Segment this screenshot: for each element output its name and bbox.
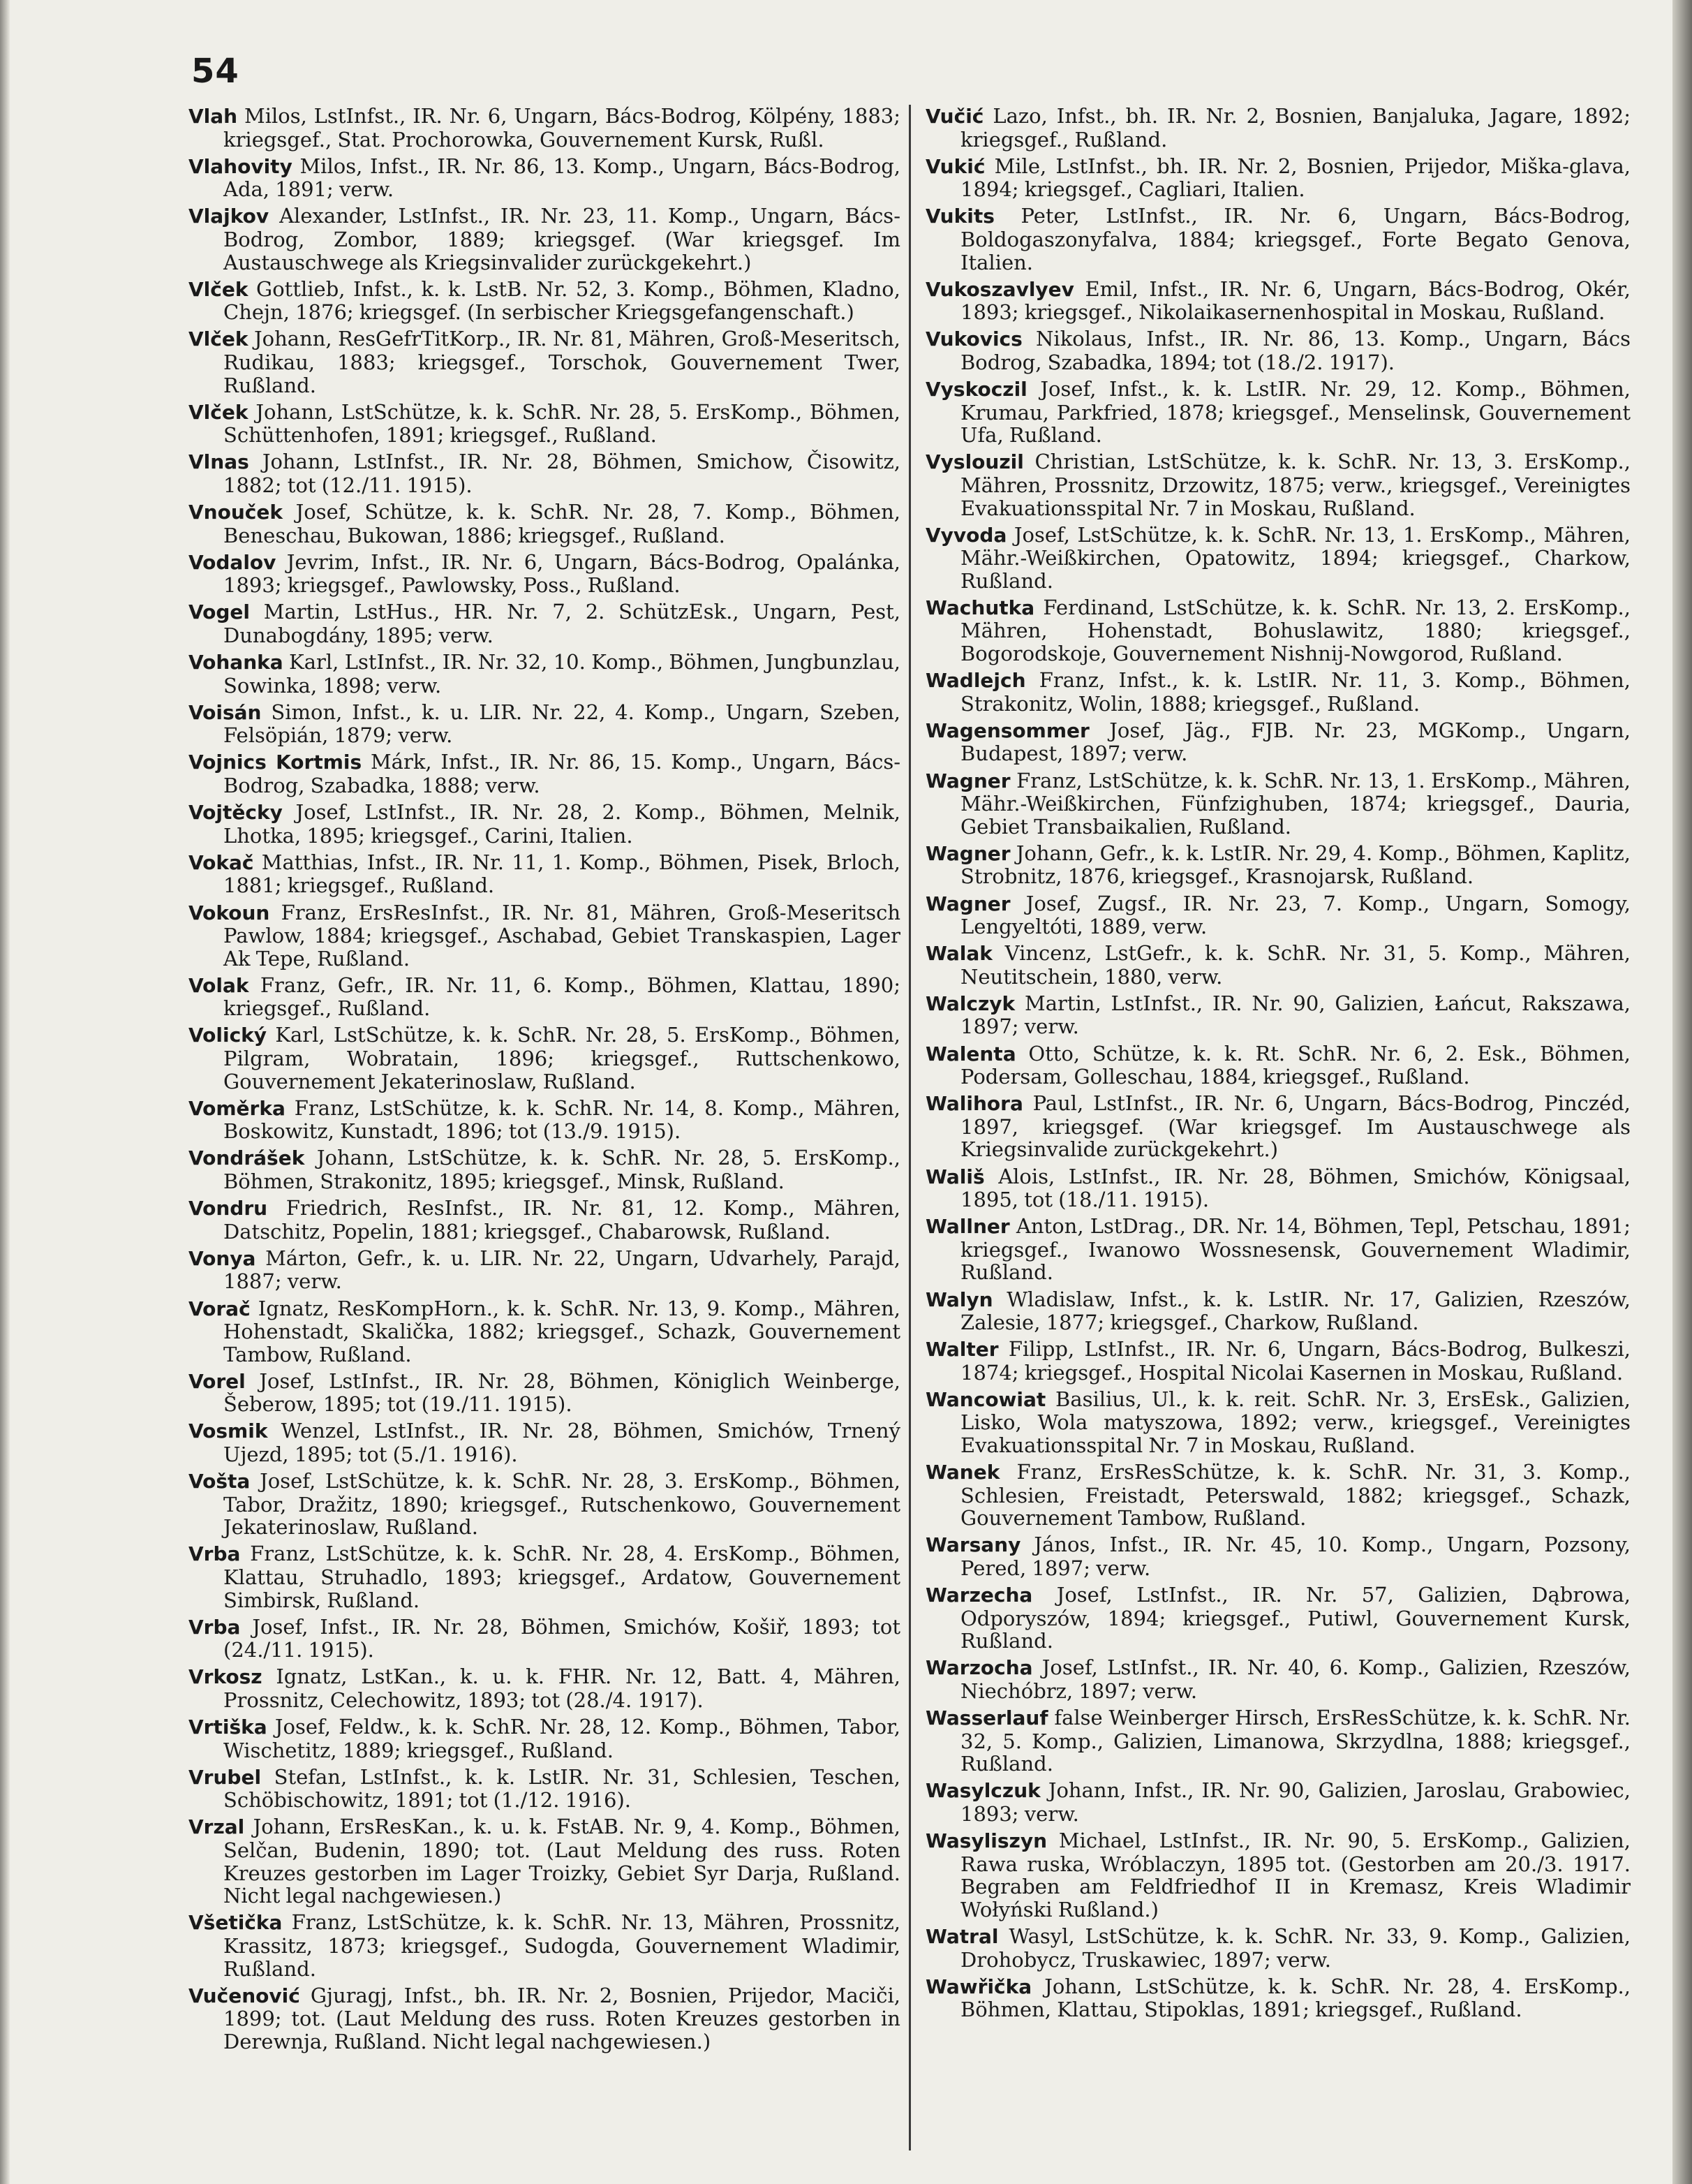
entry-details: Lazo, Infst., bh. IR. Nr. 2, Bosnien, Banjaluka, Jagare, 1892; kriegsgef., Rußland. xyxy=(960,105,1631,152)
entry-surname: Voisán xyxy=(188,700,262,724)
entry-details: Mile, LstInfst., bh. IR. Nr. 2, Bosnien, Prijedor, Miška-glava, 1894; kriegsgef., Cagliari, Italien. xyxy=(960,154,1631,202)
entry-surname: Volický xyxy=(188,1024,267,1047)
casualty-entry xyxy=(926,596,1631,665)
entry-details: Johann, ErsResKan., k. u. k. FstAB. Nr. 9, 4. Komp., Böhmen, Selčan, Budenin, 1890; tot. (Laut Meldung des russ. Roten Kreuzes gestorben im Lager Troizky, Gebiet Syr Darja, Rußland. Nicht legal nachgewiesen.) xyxy=(223,1815,900,1908)
entry-surname: Vlah xyxy=(188,105,238,128)
entry-surname: Voměrka xyxy=(188,1096,285,1120)
entry-surname: Wasylczuk xyxy=(926,1779,1041,1803)
entry-details: Christian, LstSchütze, k. k. SchR. Nr. 13, 3. ErsKomp., Mähren, Prossnitz, Drzowitz, 1875; verw., kriegsgef., Vereinigtes Evakuationsspital Nr. 7 in Moskau, Rußland. xyxy=(960,450,1631,520)
page-number: 54 xyxy=(191,52,239,91)
casualty-entry xyxy=(926,1288,1631,1334)
entry-surname: Vrba xyxy=(188,1542,241,1566)
page-edge-left xyxy=(0,0,10,2184)
entry-details: Ignatz, LstKan., k. u. k. FHR. Nr. 12, Batt. 4, Mähren, Prossnitz, Celechowitz, 1893; tot (28./4. 1917). xyxy=(223,1665,900,1712)
casualty-entry xyxy=(188,1297,900,1366)
entry-details: Basilius, Ul., k. k. reit. SchR. Nr. 3, ErsEsk., Galizien, Lisko, Wola matyszowa, 1892; verw., kriegsgef., Vereinigtes Evakuationsspital Nr. 7 in Moskau, Rußland. xyxy=(960,1387,1631,1458)
casualty-entry xyxy=(188,501,900,547)
entry-details: Martin, LstInfst., IR. Nr. 90, Galizien, Łańcut, Rakszawa, 1897; verw. xyxy=(960,991,1631,1039)
casualty-entry xyxy=(926,327,1631,374)
casualty-entry xyxy=(926,1779,1631,1825)
entry-details: Otto, Schütze, k. k. Rt. SchR. Nr. 6, 2. Esk., Böhmen, Podersam, Golleschau, 1884, kriegsgef., Rußland. xyxy=(960,1041,1631,1089)
casualty-entry xyxy=(926,992,1631,1038)
entry-surname: Wasyliszyn xyxy=(926,1829,1048,1853)
entry-details: Josef, LstSchütze, k. k. SchR. Nr. 28, 3. ErsKomp., Böhmen, Tabor, Dražitz, 1890; kriegsgef., Rutschenkowo, Gouvernement Jekaterinoslaw, Rußland. xyxy=(223,1469,900,1540)
entry-details: Jevrim, Infst., IR. Nr. 6, Ungarn, Bács-Bodrog, Opalánka, 1893; kriegsgef., Pawlowsky, Poss., Rußland. xyxy=(223,549,900,598)
entry-details: Anton, LstDrag., DR. Nr. 14, Böhmen, Tepl, Petschau, 1891; kriegsgef., Iwanowo Wossnesensk, Gouvernement Wladimir, Rußland. xyxy=(960,1214,1631,1285)
entry-details: Stefan, LstInfst., k. k. LstIR. Nr. 31, Schlesien, Teschen, Schöbischowitz, 1891; tot (1./12. 1916). xyxy=(223,1764,900,1813)
casualty-entry xyxy=(926,1656,1631,1702)
entry-surname: Walihora xyxy=(926,1092,1023,1116)
casualty-entry xyxy=(188,1815,900,1907)
entry-surname: Wagner xyxy=(926,841,1011,865)
entry-surname: Vokač xyxy=(188,850,254,874)
casualty-entry xyxy=(188,1370,900,1416)
entry-surname: Wagensommer xyxy=(926,718,1090,742)
entry-surname: Wagner xyxy=(926,769,1011,792)
casualty-entry xyxy=(926,278,1631,324)
casualty-entry xyxy=(188,450,900,496)
entry-surname: Vondrášek xyxy=(188,1146,305,1170)
entry-details: false Weinberger Hirsch, ErsResSchütze, k. k. SchR. Nr. 32, 5. Komp., Galizien, Limanowa, Skrzydlna, 1888; kriegsgef., Rußland. xyxy=(960,1706,1631,1776)
entry-surname: Walter xyxy=(926,1338,999,1362)
casualty-entry xyxy=(188,1024,900,1093)
entry-surname: Vrba xyxy=(188,1615,241,1639)
entry-surname: Vlček xyxy=(188,277,248,301)
entry-details: Milos, LstInfst., IR. Nr. 6, Ungarn, Bács-Bodrog, Kölpény, 1883; kriegsgef., Stat. Prochorowka, Gouvernement Kursk, Rußl. xyxy=(223,105,900,152)
casualty-entry xyxy=(926,769,1631,839)
entry-surname: Wališ xyxy=(926,1165,985,1188)
casualty-entry xyxy=(188,1665,900,1711)
casualty-entry xyxy=(926,1975,1631,2021)
entry-surname: Vrzal xyxy=(188,1815,245,1839)
casualty-entry xyxy=(188,155,900,201)
casualty-entry xyxy=(188,1911,900,1980)
entry-details: Simon, Infst., k. u. LIR. Nr. 22, 4. Komp., Ungarn, Szeben, Felsöpián, 1879; verw. xyxy=(223,700,900,748)
entry-details: Josef, Infst., IR. Nr. 28, Böhmen, Smichów, Košiř, 1893; tot (24./11. 1915). xyxy=(223,1614,900,1662)
casualty-entry xyxy=(188,1470,900,1539)
entry-surname: Vodalov xyxy=(188,550,276,574)
entry-details: Karl, LstInfst., IR. Nr. 32, 10. Komp., Böhmen, Jungbunzlau, Sowinka, 1898; verw. xyxy=(223,650,900,698)
right-column xyxy=(926,105,1631,2171)
entry-surname: Vlnas xyxy=(188,450,249,474)
entry-surname: Walenta xyxy=(926,1042,1016,1065)
casualty-entry xyxy=(926,1829,1631,1921)
entry-details: Josef, LstInfst., IR. Nr. 28, Böhmen, Königlich Weinberge, Šeberow, 1895; tot (19./11. 1915). xyxy=(223,1368,900,1417)
casualty-entry xyxy=(926,155,1631,201)
casualty-entry xyxy=(926,524,1631,593)
entry-details: Franz, ErsResSchütze, k. k. SchR. Nr. 31, 3. Komp., Schlesien, Freistadt, Peterswald, 1882; kriegsgef., Schazk, Gouvernement Tambow, Rußland. xyxy=(960,1460,1631,1530)
casualty-entry xyxy=(188,401,900,447)
entry-details: Josef, LstInfst., IR. Nr. 57, Galizien, Dąbrowa, Odporyszów, 1894; kriegsgef., Putiwl, Gouvernement Kursk, Rußland. xyxy=(960,1583,1631,1653)
entry-surname: Vukits xyxy=(926,205,995,228)
entry-details: Ignatz, ResKompHorn., k. k. SchR. Nr. 13, 9. Komp., Mähren, Hohenstadt, Skalička, 1882; kriegsgef., Schazk, Gouvernement Tambow, Rußland. xyxy=(223,1296,900,1366)
entry-surname: Vukoszavlyev xyxy=(926,277,1074,301)
casualty-entry xyxy=(926,942,1631,988)
entry-surname: Vrkosz xyxy=(188,1665,262,1689)
casualty-entry xyxy=(188,1197,900,1243)
entry-surname: Warzocha xyxy=(926,1656,1033,1680)
casualty-entry xyxy=(926,450,1631,519)
casualty-entry xyxy=(188,974,900,1020)
entry-details: Filipp, LstInfst., IR. Nr. 6, Ungarn, Bács-Bodrog, Bulkeszi, 1874; kriegsgef., Hospital Nicolai Kasernen in Moskau, Rußland. xyxy=(960,1337,1631,1385)
entry-surname: Vukovics xyxy=(926,327,1023,351)
entry-surname: Volak xyxy=(188,973,249,997)
entry-surname: Vučić xyxy=(926,105,984,128)
entry-surname: Vlček xyxy=(188,400,248,424)
casualty-entry xyxy=(188,801,900,847)
entry-surname: Vukić xyxy=(926,154,986,178)
entry-details: Josef, LstInfst., IR. Nr. 40, 6. Komp., Galizien, Rzeszów, Niechóbrz, 1897; verw. xyxy=(960,1655,1631,1703)
entry-details: Josef, Schütze, k. k. SchR. Nr. 28, 7. Komp., Böhmen, Beneschau, Bukowan, 1886; kriegsgef., Rußland. xyxy=(223,500,900,547)
entry-surname: Vlahovity xyxy=(188,154,292,178)
entry-surname: Vojtěcky xyxy=(188,801,283,825)
casualty-entry xyxy=(926,1092,1631,1161)
entry-surname: Wawřička xyxy=(926,1975,1032,1998)
entry-details: Josef, Feldw., k. k. SchR. Nr. 28, 12. Komp., Böhmen, Tabor, Wischetitz, 1889; kriegsgef., Rußland. xyxy=(223,1715,900,1762)
entry-details: Franz, LstSchütze, k. k. SchR. Nr. 13, Mähren, Prossnitz, Krassitz, 1873; kriegsgef., Sudogda, Gouvernement Wladimir, Rußland. xyxy=(223,1910,900,1981)
entry-surname: Vyslouzil xyxy=(926,450,1024,474)
entry-surname: Vyvoda xyxy=(926,523,1007,547)
entry-surname: Vlček xyxy=(188,327,248,351)
entry-surname: Wasserlauf xyxy=(926,1706,1048,1730)
entry-details: Franz, ErsResInfst., IR. Nr. 81, Mähren, Groß-Meseritsch Pawlow, 1884; kriegsgef., Aschabad, Gebiet Transkaspien, Lager Ak Tepe, Rußland. xyxy=(223,900,900,971)
casualty-entry xyxy=(188,1616,900,1662)
entry-surname: Vnouček xyxy=(188,501,283,524)
entry-details: Johann, Infst., IR. Nr. 90, Galizien, Jaroslau, Grabowiec, 1893; verw. xyxy=(960,1778,1631,1826)
entry-details: Wenzel, LstInfst., IR. Nr. 28, Böhmen, Smichów, Trnený Ujezd, 1895; tot (5./1. 1916). xyxy=(223,1419,900,1467)
casualty-entry xyxy=(188,901,900,971)
casualty-entry xyxy=(926,1706,1631,1776)
entry-details: Vincenz, LstGefr., k. k. SchR. Nr. 31, 5. Komp., Mähren, Neutitschein, 1880, verw. xyxy=(960,941,1631,989)
casualty-entry xyxy=(926,1584,1631,1653)
casualty-entry xyxy=(926,378,1631,447)
entry-details: Gottlieb, Infst., k. k. LstB. Nr. 52, 3. Komp., Böhmen, Kladno, Chejn, 1876; kriegsgef. (In serbischer Kriegsgefangenschaft.) xyxy=(223,276,900,325)
casualty-entry xyxy=(926,1533,1631,1579)
entry-details: Matthias, Infst., IR. Nr. 11, 1. Komp., Böhmen, Pisek, Brloch, 1881; kriegsgef., Rußland. xyxy=(223,850,900,898)
casualty-entry xyxy=(926,1215,1631,1284)
casualty-entry xyxy=(926,669,1631,715)
entry-details: Johann, Gefr., k. k. LstIR. Nr. 29, 4. Komp., Böhmen, Kaplitz, Strobnitz, 1876, kriegsgef., Krasnojarsk, Rußland. xyxy=(960,841,1631,889)
casualty-entry xyxy=(188,278,900,324)
casualty-entry xyxy=(188,1542,900,1611)
casualty-entry xyxy=(926,892,1631,938)
entry-details: Nikolaus, Infst., IR. Nr. 86, 13. Komp., Ungarn, Bács Bodrog, Szabadka, 1894; tot (18./2. 1917). xyxy=(960,327,1631,374)
casualty-entry xyxy=(188,851,900,897)
casualty-entry xyxy=(188,1984,900,2053)
left-column xyxy=(188,105,900,2171)
casualty-entry xyxy=(188,1419,900,1466)
entry-details: Josef, Jäg., FJB. Nr. 23, MGKomp., Ungarn, Budapest, 1897; verw. xyxy=(960,718,1631,766)
entry-details: Paul, LstInfst., IR. Nr. 6, Ungarn, Bács-Bodrog, Pinczéd, 1897, kriegsgef. (War kriegsgef. Im Austauschwege als Kriegsinvalide zurückgekehrt.) xyxy=(960,1091,1631,1162)
entry-details: Alexander, LstInfst., IR. Nr. 23, 11. Komp., Ungarn, Bács-Bodrog, Zombor, 1889; kriegsgef. (War kriegsgef. Im Austauschwege als Kriegsinvalider zurückgekehrt.) xyxy=(223,204,900,274)
casualty-entry xyxy=(926,1388,1631,1457)
casualty-entry xyxy=(188,1766,900,1812)
entry-surname: Všetička xyxy=(188,1911,283,1935)
casualty-entry xyxy=(188,1097,900,1143)
entry-surname: Vučenović xyxy=(188,1984,300,2007)
casualty-entry xyxy=(188,701,900,747)
casualty-entry xyxy=(188,751,900,797)
casualty-entry xyxy=(188,1247,900,1293)
entry-details: Josef, LstInfst., IR. Nr. 28, 2. Komp., Böhmen, Melnik, Lhotka, 1895; kriegsgef., Carini, Italien. xyxy=(223,800,900,848)
casualty-entry xyxy=(188,651,900,697)
entry-details: Martin, LstHus., HR. Nr. 7, 2. SchützEsk., Ungarn, Pest, Dunabogdány, 1895; verw. xyxy=(223,600,900,647)
entry-details: Johann, LstSchütze, k. k. SchR. Nr. 28, 4. ErsKomp., Böhmen, Klattau, Stipoklas, 1891; kriegsgef., Rußland. xyxy=(960,1974,1631,2022)
page-edge-right xyxy=(1672,0,1692,2184)
entry-details: Emil, Infst., IR. Nr. 6, Ungarn, Bács-Bodrog, Okér, 1893; kriegsgef., Nikolaikasernenhospital in Moskau, Rußland. xyxy=(960,276,1631,325)
entry-surname: Wadlejch xyxy=(926,669,1026,693)
entry-surname: Wallner xyxy=(926,1215,1010,1239)
entry-details: Wasyl, LstSchütze, k. k. SchR. Nr. 33, 9. Komp., Galizien, Drohobycz, Truskawiec, 1897; verw. xyxy=(960,1924,1631,1972)
entry-surname: Warzecha xyxy=(926,1584,1033,1607)
entry-details: Johann, LstSchütze, k. k. SchR. Nr. 28, 5. ErsKomp., Böhmen, Strakonitz, 1895; kriegsgef., Minsk, Rußland. xyxy=(223,1146,900,1194)
entry-details: Franz, Infst., k. k. LstIR. Nr. 11, 3. Komp., Böhmen, Strakonitz, Wolin, 1888; kriegsgef., Rußland. xyxy=(960,668,1631,716)
column-divider xyxy=(909,105,911,2150)
entry-details: Josef, Infst., k. k. LstIR. Nr. 29, 12. Komp., Böhmen, Krumau, Parkfried, 1878; kriegsgef., Menselinsk, Gouvernement Ufa, Rußland. xyxy=(960,377,1631,448)
casualty-entry xyxy=(926,1165,1631,1211)
entry-surname: Vrubel xyxy=(188,1765,262,1789)
entry-details: Peter, LstInfst., IR. Nr. 6, Ungarn, Bács-Bodrog, Boldogaszonyfalva, 1884; kriegsgef., Forte Begato Genova, Italien. xyxy=(960,204,1631,274)
entry-surname: Wancowiat xyxy=(926,1387,1046,1411)
entry-details: Karl, LstSchütze, k. k. SchR. Nr. 28, 5. ErsKomp., Böhmen, Pilgram, Wobratain, 1896; kriegsgef., Ruttschenkowo, Gouvernement Jekaterinoslaw, Rußland. xyxy=(223,1023,900,1093)
entry-details: Gjuragj, Infst., bh. IR. Nr. 2, Bosnien, Prijedor, Maciči, 1899; tot. (Laut Meldung des russ. Roten Kreuzes gestorben in Derewnja, Rußland. Nicht legal nachgewiesen.) xyxy=(223,1983,900,2053)
entry-details: Josef, Zugsf., IR. Nr. 23, 7. Komp., Ungarn, Somogy, Lengyeltóti, 1889, verw. xyxy=(960,891,1631,939)
entry-surname: Walyn xyxy=(926,1287,993,1311)
entry-surname: Warsany xyxy=(926,1533,1021,1557)
entry-surname: Vrtiška xyxy=(188,1716,267,1739)
casualty-entry xyxy=(188,205,900,274)
entry-surname: Vokoun xyxy=(188,901,270,924)
entry-details: Josef, LstSchütze, k. k. SchR. Nr. 13, 1. ErsKomp., Mähren, Mähr.-Weißkirchen, Opatowitz, 1894; kriegsgef., Charkow, Rußland. xyxy=(960,522,1631,593)
casualty-entry xyxy=(926,105,1631,151)
casualty-entry xyxy=(188,1146,900,1193)
entry-details: Franz, LstSchütze, k. k. SchR. Nr. 13, 1. ErsKomp., Mähren, Mähr.-Weißkirchen, Fünfzighuben, 1874; kriegsgef., Dauria, Gebiet Transbaikalien, Rußland. xyxy=(960,768,1631,839)
entry-surname: Vondru xyxy=(188,1197,268,1220)
entry-details: Franz, LstSchütze, k. k. SchR. Nr. 28, 4. ErsKomp., Böhmen, Klattau, Struhadlo, 1893; kriegsgef., Ardatow, Gouvernement Simbirsk, Rußland. xyxy=(223,1542,900,1612)
entry-details: Franz, Gefr., IR. Nr. 11, 6. Komp., Böhmen, Klattau, 1890; kriegsgef., Rußland. xyxy=(223,973,900,1021)
casualty-entry xyxy=(926,1338,1631,1384)
entry-details: Márk, Infst., IR. Nr. 86, 15. Komp., Ungarn, Bács-Bodrog, Szabadka, 1888; verw. xyxy=(223,750,900,798)
casualty-entry xyxy=(926,205,1631,274)
casualty-entry xyxy=(188,1716,900,1762)
entry-surname: Vosmik xyxy=(188,1419,268,1443)
entry-surname: Vogel xyxy=(188,600,251,624)
entry-surname: Wagner xyxy=(926,892,1011,915)
entry-surname: Vohanka xyxy=(188,651,283,674)
entry-surname: Wanek xyxy=(926,1461,1000,1484)
entry-details: Milos, Infst., IR. Nr. 86, 13. Komp., Ungarn, Bács-Bodrog, Ada, 1891; verw. xyxy=(223,154,900,202)
entry-surname: Vojnics Kortmis xyxy=(188,751,362,774)
entry-details: Wladislaw, Infst., k. k. LstIR. Nr. 17, Galizien, Rzeszów, Zalesie, 1877; kriegsgef., Charkow, Rußland. xyxy=(960,1287,1631,1335)
entry-surname: Walak xyxy=(926,942,993,966)
entry-surname: Vorel xyxy=(188,1369,246,1393)
entry-details: Johann, LstInfst., IR. Nr. 28, Böhmen, Smichow, Čisowitz, 1882; tot (12./11. 1915). xyxy=(223,450,900,497)
entry-details: Márton, Gefr., k. u. LIR. Nr. 22, Ungarn, Udvarhely, Parajd, 1887; verw. xyxy=(223,1246,900,1294)
entry-surname: Vlajkov xyxy=(188,205,269,228)
entry-details: Johann, ResGefrTitKorp., IR. Nr. 81, Mähren, Groß-Meseritsch, Rudikau, 1883; kriegsgef., Torschok, Gouvernement Twer, Rußland. xyxy=(223,327,900,397)
entry-surname: Vyskoczil xyxy=(926,378,1027,401)
casualty-entry xyxy=(926,719,1631,765)
casualty-entry xyxy=(926,1461,1631,1530)
casualty-entry xyxy=(926,1042,1631,1089)
entry-details: Franz, LstSchütze, k. k. SchR. Nr. 14, 8. Komp., Mähren, Boskowitz, Kunstadt, 1896; tot (13./9. 1915). xyxy=(223,1095,900,1144)
entry-details: Johann, LstSchütze, k. k. SchR. Nr. 28, 5. ErsKomp., Böhmen, Schüttenhofen, 1891; kriegsgef., Rußland. xyxy=(223,399,900,448)
entry-surname: Vorač xyxy=(188,1297,251,1320)
entry-surname: Vošta xyxy=(188,1470,251,1493)
casualty-entry xyxy=(188,551,900,597)
entry-surname: Wachutka xyxy=(926,596,1035,619)
casualty-entry xyxy=(926,842,1631,888)
entry-details: Ferdinand, LstSchütze, k. k. SchR. Nr. 13, 2. ErsKomp., Mähren, Hohenstadt, Bohuslawitz, 1880; kriegsgef., Bogorodskoje, Gouvernement Nishnij-Nowgorod, Rußland. xyxy=(960,595,1631,666)
entry-details: Michael, LstInfst., IR. Nr. 90, 5. ErsKomp., Galizien, Rawa ruska, Wróblaczyn, 1895 tot. (Gestorben am 20./3. 1917. Begraben am Feldfriedhof II in Kremasz, Kreis Wladimir Wołyński Rußland.) xyxy=(960,1829,1631,1921)
entry-surname: Vonya xyxy=(188,1246,256,1270)
entry-surname: Walczyk xyxy=(926,991,1016,1015)
casualty-entry xyxy=(188,105,900,151)
entry-details: Friedrich, ResInfst., IR. Nr. 81, 12. Komp., Mähren, Datschitz, Popelin, 1881; kriegsgef., Chabarowsk, Rußland. xyxy=(223,1196,900,1244)
entry-surname: Watral xyxy=(926,1924,999,1948)
entry-details: János, Infst., IR. Nr. 45, 10. Komp., Ungarn, Pozsony, Pered, 1897; verw. xyxy=(960,1533,1631,1581)
casualty-entry xyxy=(188,327,900,397)
casualty-entry xyxy=(188,600,900,647)
casualty-entry xyxy=(926,1925,1631,1971)
entry-details: Alois, LstInfst., IR. Nr. 28, Böhmen, Smichów, Königsaal, 1895, tot (18./11. 1915). xyxy=(960,1164,1631,1212)
